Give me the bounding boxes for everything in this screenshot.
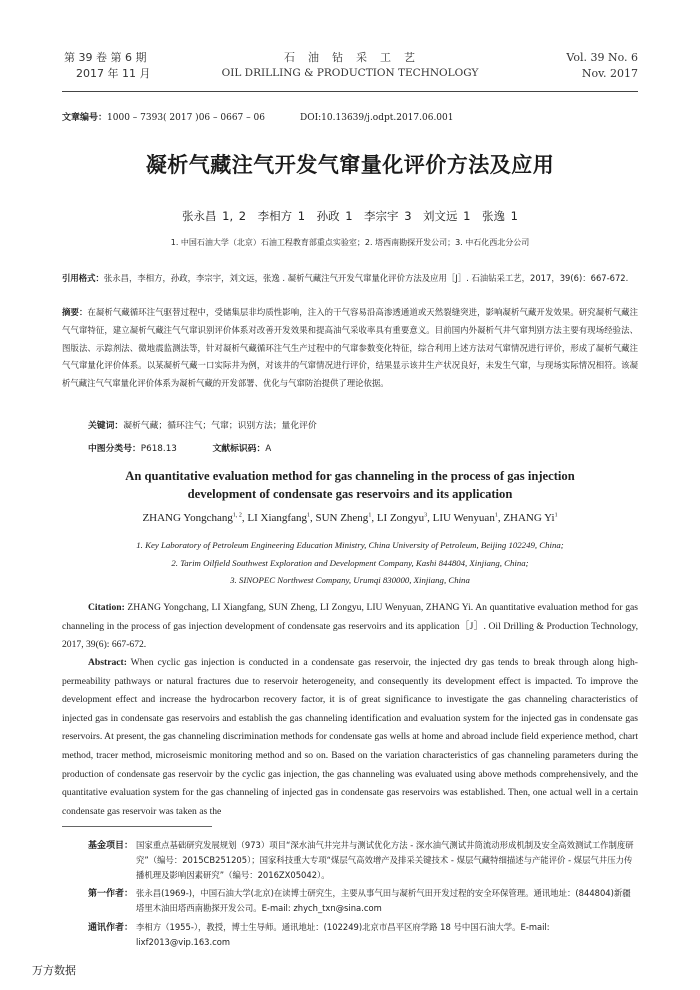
citation-zh-label: 引用格式： [62, 273, 104, 283]
affiliation-en-2: 2. Tarim Oilfield Southwest Exploration and Development Company, Kashi 844804, Xinjiang, China; [171, 557, 529, 568]
author-en-affil-sup: 1 [494, 512, 498, 519]
wanfang-watermark: 万方数据 [32, 964, 76, 977]
keywords-zh-label: 关键词： [88, 421, 124, 431]
volume-en: Vol. 39 No. 6 [566, 51, 638, 64]
author-en: ZHANG Yongchang$^{1, 2}$, [142, 512, 248, 524]
abstract-en-label: Abstract: [88, 657, 127, 668]
author-en-name: SUN Zheng [315, 512, 369, 524]
abstract-zh-label: 摘要： [62, 307, 88, 317]
author-en-name: LIU Wenyuan [432, 512, 495, 524]
author-en: LIU Wenyuan$^1$, [432, 512, 504, 524]
article-no: 1000 – 7393( 2017 )06 – 0667 – 06 [107, 113, 265, 123]
header-rule [62, 91, 638, 92]
affiliation-en-1: 1. Key Laboratory of Petroleum Engineering Education Ministry, China University of Petroleum, Beijing 102249, China; [136, 540, 564, 550]
keywords-zh [88, 418, 317, 431]
citation-zh [62, 270, 638, 287]
author-en-name: LI Xiangfang [247, 512, 307, 524]
author-en-name: ZHANG Yongchang [142, 512, 233, 524]
journal-title-en: OIL DRILLING & PRODUCTION TECHNOLOGY [221, 67, 479, 79]
date-en: Nov. 2017 [581, 67, 638, 80]
funding-text: 国家重点基础研究发展规划（973）项目“深水油气井完井与测试优化方法 - 深水油气测试井筒流动形成机制及安全高效测试工作制度研究”（编号：2015CB251205）；国家科技重大专项“煤层气高效增产及排采关键技术 - 煤层气藏特细描述与产能评价 - 煤层气井压力传播机理及影响因素研究”（编号：2016ZX05042）。 [136, 840, 634, 880]
paper-title-en-line2: development of condensate gas reservoirs and its application [187, 487, 513, 501]
affiliations-zh: 1. 中国石油大学（北京）石油工程教育部重点实验室；2. 塔西南勘探开发公司；3. 中石化西北分公司 [170, 238, 530, 247]
author-en-affil-sup: 3 [424, 512, 428, 519]
first-author-label: 第一作者： [88, 889, 134, 899]
author-en-affil-sup: 1, 2 [232, 512, 242, 519]
author-en-affil-sup: 1 [306, 512, 310, 519]
paper-title-en-line1: An quantitative evaluation method for gas channeling in the process of gas injection [125, 469, 575, 483]
author-en-affil-sup: 1 [554, 512, 558, 519]
affiliations-en [0, 537, 700, 590]
author-en: SUN Zheng$^1$, [315, 512, 377, 524]
abstract-en-text: When cyclic gas injection is conducted in a condensate gas reservoir, the injected dry gas tends to break through along high-permeability pathways or natural fractures due to reservoir heterogeneity, and consequently its development effect is impacted. To improve the development effect and increase the hydrocarbon recovery factor, it is of great significance to investigate the gas channeling characteristics of injected gas in condensate gas reservoirs and establish the gas channeling identification and evaluation system for the injected gas in condensate gas reservoirs. At present, the gas channeling discrimination methods for condensate gas wells at home and abroad include field experience method, chart method, tracer method, microseismic monitoring method and so on. Based on the variation characteristics of gas channeling parameters during the production of condensate gas reservoir by the cyclic gas injection, the gas channeling was evaluated using above methods comprehensively, and the quantitative evaluation system for the gas channeling of injected gas in condensate gas reservoirs was established. Then, one actual well in a certain condensate gas reservoir was taken as the [62, 657, 638, 817]
corresponding-author-text: 李相方（1955-），教授，博士生导师。通讯地址：(102249)北京市昌平区府学路 18 号中国石油大学。E-mail: lixf2013@vip.163.com [136, 922, 550, 947]
funding-label: 基金项目： [88, 841, 134, 851]
corresponding-author-label: 通讯作者： [88, 923, 134, 933]
citation-zh-text: 张永昌，李相方，孙政，李宗宇，刘文远，张逸 . 凝析气藏注气开发气窜量化评价方法及应用［J］. 石油钻采工艺，2017，39(6)：667-672. [103, 273, 629, 283]
abstract-zh [62, 304, 638, 393]
author-en: LI Zongyu$^3$, [376, 512, 433, 524]
clc-value: P618.13 [140, 444, 177, 454]
article-no-label: 文章编号： [62, 113, 108, 123]
abstract-en [62, 654, 638, 821]
authors-zh: 张永昌 1, 2 李相方 1 孙政 1 李宗宇 3 刘文远 1 张逸 1 [182, 209, 518, 223]
author-en-name: LI Zongyu [376, 512, 425, 524]
citation-en-label: Citation: [88, 602, 125, 613]
paper-title-zh: 凝析气藏注气开发气窜量化评价方法及应用 [145, 153, 555, 177]
first-author-text: 张永昌(1969-)，中国石油大学(北京)在读博士研究生，主要从事气田与凝析气田开发过程的安全环保管理。通讯地址：(844804)新疆塔里木油田塔西南勘探开发公司。E-mail: zhych_txn@sina.com [136, 888, 631, 913]
author-en-affil-sup: 1 [368, 512, 372, 519]
clc-label: 中图分类号： [88, 444, 141, 454]
author-en: LI Xiangfang$^1$, [247, 512, 316, 524]
article-meta [62, 111, 265, 126]
doc-code-value: A [265, 444, 272, 454]
author-en [503, 512, 557, 524]
doi: DOI:10.13639/j.odpt.2017.06.001 [300, 113, 454, 123]
footnote-rule [62, 826, 212, 827]
classification [88, 441, 271, 454]
volume-zh: 第 39 卷 第 6 期 [64, 51, 147, 64]
keywords-zh-text: 凝析气藏；循环注气；气窜；识别方法；量化评价 [123, 421, 317, 431]
journal-title-zh: 石 油 钻 采 工 艺 [284, 51, 416, 64]
date-zh: 2017 年 11 月 [76, 67, 151, 80]
abstract-zh-text: 在凝析气藏循环注气驱替过程中，受储集层非均质性影响，注入的干气容易沿高渗透通道或天然裂缝突进，影响凝析气藏开发效果。研究凝析气藏注气气窜特征，建立凝析气藏注气气窜识别评价体系对改善开发效果和提高油气采收率具有重要意义。目前国内外凝析气井气窜判别方法主要有现场经验法、图版法、示踪剂法、微地震监测法等，针对凝析气藏循环注气生产过程中的气窜参数变化特征，综合利用上述方法对气窜情况进行评价，形成了凝析气藏注气气窜量化评价体系。以某凝析气藏一口实际井为例，对该井的气窜情况进行评价，结果显示该井生产状况良好，未发生气窜，与现场实际情况相符。该凝析气藏注气气窜量化评价体系为凝析气藏的开发部署、优化与气窜防治提供了理论依据。 [62, 307, 639, 389]
author-en-name: ZHANG Yi [503, 512, 555, 524]
citation-en-text: ZHANG Yongchang, LI Xiangfang, SUN Zheng, LI Zongyu, LIU Wenyuan, ZHANG Yi. An quantitative evaluation method for gas channeling in the process of gas injection development of condensate gas reservoirs and its application［J］. Oil Drilling & Production Technology, 2017, 39(6): 667-672. [62, 602, 638, 651]
authors-en [0, 512, 700, 524]
citation-en [62, 599, 638, 655]
doc-code-label: 文献标识码： [212, 444, 266, 454]
paper-title-en [0, 467, 700, 503]
affiliation-en-3: 3. SINOPEC Northwest Company, Urumqi 830000, Xinjiang, China [230, 575, 470, 585]
